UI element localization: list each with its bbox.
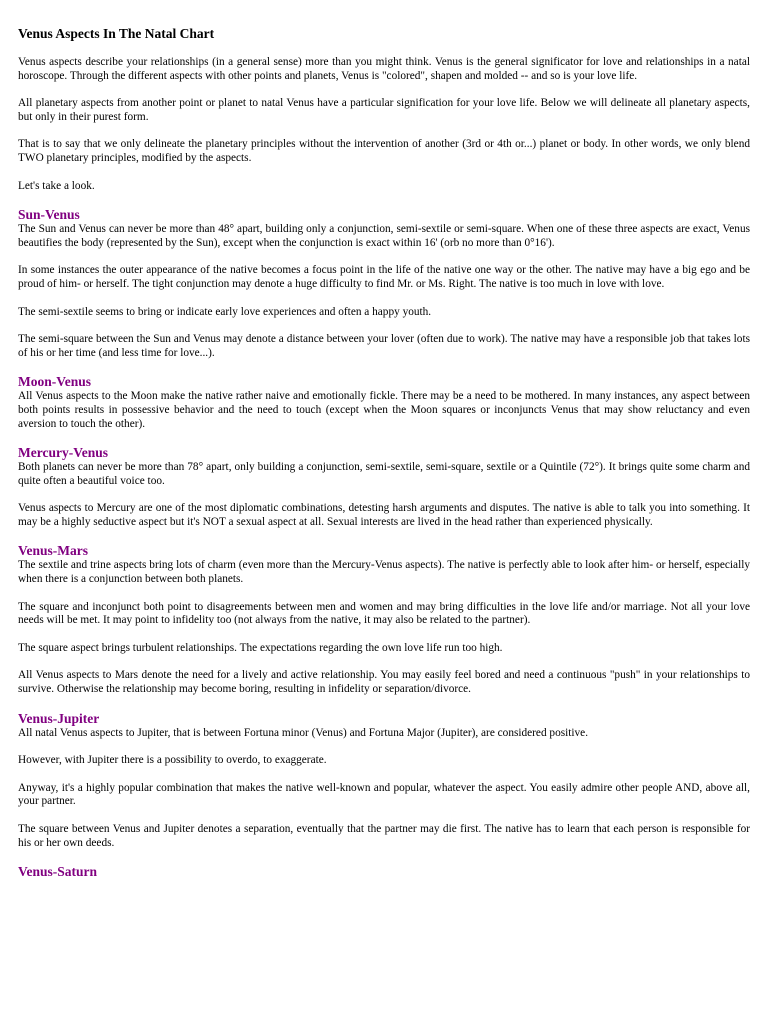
section-paragraph: The semi-square between the Sun and Venus may denote a distance between your lover (often due to work). The native may have a responsible job that takes lots of his or her time (and less time for love...). bbox=[18, 333, 750, 359]
section-paragraph: The semi-sextile seems to bring or indicate early love experiences and often a happy youth. bbox=[18, 305, 432, 318]
section-heading: Mercury-Venus bbox=[18, 445, 108, 461]
section-paragraph: In some instances the outer appearance of the native becomes a focus point in the life of the native one way or the other. The native may have a big ego and be proud of him- or herself. The tight conjunction may denote a huge difficulty to find Mr. or Ms. Right. The native is too much in love with love. bbox=[18, 264, 750, 290]
intro-paragraph: That is to say that we only delineate the planetary principles without the intervention of another (3rd or 4th or...) planet or body. In other words, we only blend TWO planetary principles, modified by the aspects. bbox=[18, 138, 750, 164]
intro-paragraph: All planetary aspects from another point or planet to natal Venus have a particular signification for your love life. Below we will delineate all planetary aspects, but only in their purest form. bbox=[18, 97, 750, 123]
section-paragraph: The square and inconjunct both point to disagreements between men and women and may bring difficulties in the love life and/or marriage. Not all your love needs will be met. It may point to infidelity too (not always from the native, it may also be related to the partner). bbox=[18, 600, 750, 627]
section-paragraph: Anyway, it's a highly popular combination that makes the native well-known and popular, whatever the aspect. You easily admire other people AND, above all, your partner. bbox=[18, 781, 750, 808]
section-heading: Moon-Venus bbox=[18, 374, 92, 390]
page-title: Venus Aspects In The Natal Chart bbox=[18, 26, 215, 41]
section-paragraph: All Venus aspects to Mars denote the need for a lively and active relationship. You may easily feel bored and need a continuous "push" in your relationships to survive. Otherwise the relationship may become boring, resulting in infidelity or separation/divorce. bbox=[18, 669, 750, 696]
intro-paragraph: Let's take a look. bbox=[18, 179, 95, 192]
section-venus-jupiter bbox=[18, 711, 750, 851]
section-paragraph: The square aspect brings turbulent relationships. The expectations regarding the own love life run too high. bbox=[18, 641, 503, 654]
section-paragraph: However, with Jupiter there is a possibility to overdo, to exaggerate. bbox=[18, 754, 327, 767]
section-heading: Venus-Saturn bbox=[18, 864, 98, 880]
section-paragraph: Both planets can never be more than 78° apart, only building a conjunction, semi-sextile, semi-square, sextile or a Quintile (72°). It brings quite some charm and quite often a beautiful voice too. bbox=[18, 461, 750, 487]
section-mercury-venus bbox=[18, 445, 750, 529]
section-paragraph: Venus aspects to Mercury are one of the most diplomatic combinations, detesting harsh arguments and disputes. The native is able to talk you into something. It may be a highly seductive aspect but it's NOT a sexual aspect at all. Sexual interests are lived in the head rather than experienced physically. bbox=[18, 502, 750, 528]
section-heading: Sun-Venus bbox=[18, 207, 80, 223]
intro-paragraph: Venus aspects describe your relationships (in a general sense) more than you might think. Venus is the general significator for love and relationships in a natal horoscope. Through the different aspects with other points and planets, Venus is "colored", shapen and molded -- and so is your love life. bbox=[18, 56, 750, 82]
section-venus-saturn bbox=[18, 864, 750, 880]
section-paragraph: All natal Venus aspects to Jupiter, that is between Fortuna minor (Venus) and Fortuna Major (Jupiter), are considered positive. bbox=[18, 726, 589, 739]
section-moon-venus bbox=[18, 374, 750, 431]
section-sun-venus bbox=[18, 207, 750, 360]
section-venus-mars bbox=[18, 543, 750, 696]
section-paragraph: The sextile and trine aspects bring lots of charm (even more than the Mercury-Venus aspects). The native is perfectly able to look after him- or herself, especially when there is a conjunction between both planets. bbox=[18, 559, 750, 586]
section-heading: Venus-Mars bbox=[18, 543, 89, 559]
section-heading: Venus-Jupiter bbox=[18, 710, 100, 726]
section-paragraph: All Venus aspects to the Moon make the native rather naive and emotionally fickle. There may be a need to be mothered. In many instances, any aspect between both points results in possessive behavior and the need to touch (except when the Moon squares or inconjuncts Venus that may show reluctancy and even aversion to touch the other). bbox=[18, 390, 750, 430]
section-paragraph: The Sun and Venus can never be more than 48° apart, building only a conjunction, semi-sextile or semi-square. When one of these three aspects are exact, Venus beautifies the body (represented by the Sun), except when the conjunction is exact within 16' (orb no more than 0°16'). bbox=[18, 223, 750, 249]
section-paragraph: The square between Venus and Jupiter denotes a separation, eventually that the partner may die first. The native has to learn that each person is responsible for his or her own deeds. bbox=[18, 823, 750, 849]
